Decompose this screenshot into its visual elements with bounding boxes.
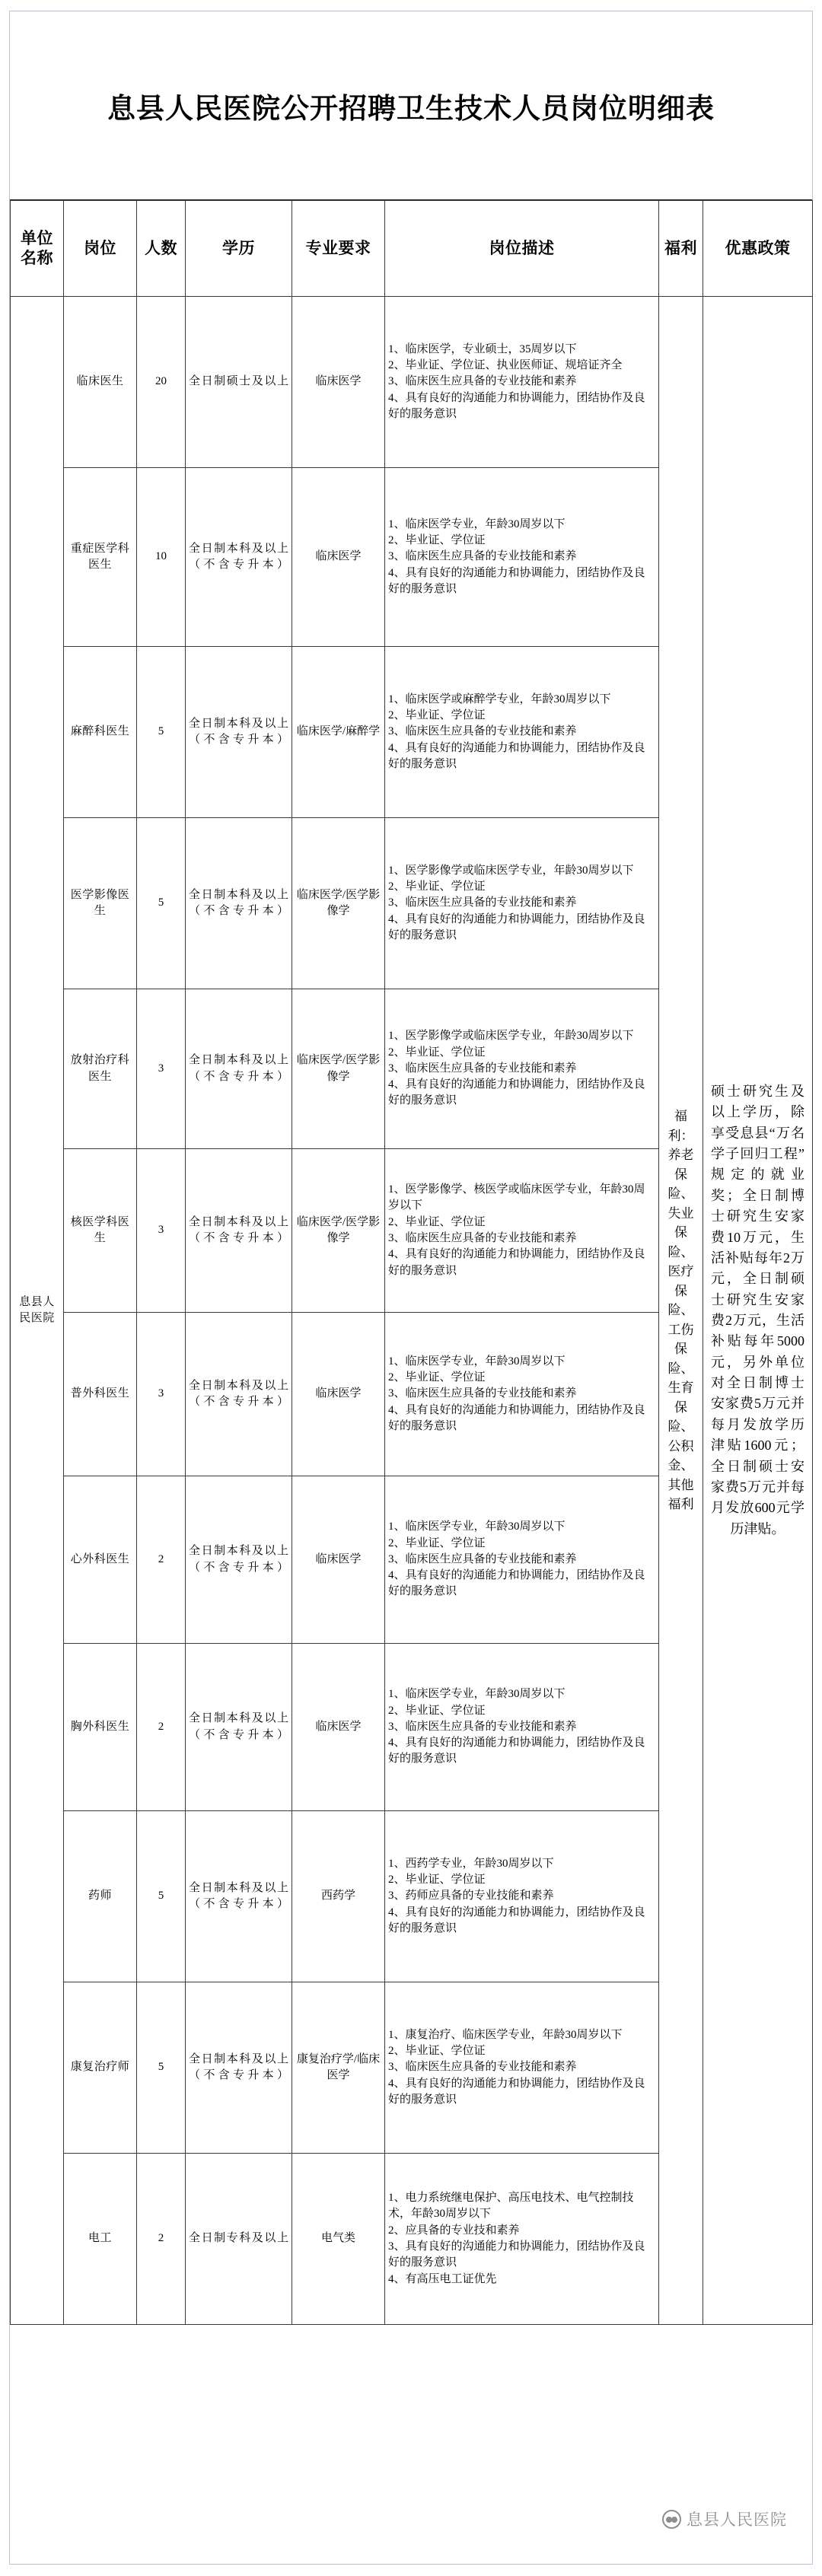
column-header-description: 岗位描述 — [385, 201, 659, 297]
cell-education: 全日制本科及以上（不含专升本） — [186, 989, 292, 1149]
description-line: 1、医学影像学或临床医学专业，年龄30周岁以下 — [388, 1030, 634, 1043]
cell-post: 医学影像医生 — [64, 818, 137, 989]
cell-count: 2 — [137, 1644, 186, 1811]
column-header-post: 岗位 — [64, 201, 137, 297]
cell-post: 康复治疗师 — [64, 1982, 137, 2154]
column-header-unit: 单位名称 — [11, 201, 64, 297]
cell-count: 10 — [137, 468, 186, 647]
cell-education: 全日制本科及以上（不含专升本） — [186, 1149, 292, 1313]
cell-description — [385, 989, 659, 1149]
description-line: 2、毕业证、学位证 — [388, 534, 486, 547]
recruitment-table — [10, 200, 813, 2325]
description-line: 4、具有良好的沟通能力和协调能力，团结协作及良好的服务意识 — [388, 2077, 645, 2106]
description-line: 1、临床医学专业，年龄30周岁以下 — [388, 1355, 566, 1368]
description-line: 4、具有良好的沟通能力和协调能力，团结协作及良好的服务意识 — [388, 741, 645, 770]
description-line: 3、临床医生应具备的专业技能和素养 — [388, 896, 577, 909]
description-line: 2、毕业证、学位证 — [388, 709, 486, 722]
description-line: 3、临床医生应具备的专业技能和素养 — [388, 1232, 577, 1244]
description-line: 1、临床医学，专业硕士，35周岁以下 — [388, 342, 577, 355]
cell-major: 临床医学/医学影像学 — [292, 818, 385, 989]
description-line: 1、医学影像学、核医学或临床医学专业，年龄30周岁以下 — [388, 1183, 645, 1212]
page-title: 息县人民医院公开招聘卫生技术人员岗位明细表 — [107, 93, 715, 125]
cell-education: 全日制本科及以上（不含专升本） — [186, 647, 292, 818]
cell-count: 5 — [137, 647, 186, 818]
title-band — [10, 11, 812, 200]
column-header-education: 学历 — [186, 201, 292, 297]
column-header-policy: 优惠政策 — [703, 201, 813, 297]
cell-post: 放射治疗科医生 — [64, 989, 137, 1149]
cell-education: 全日制本科及以上（不含专升本） — [186, 818, 292, 989]
cell-major: 西药学 — [292, 1811, 385, 1982]
description-line: 4、具有良好的沟通能力和协调能力，团结协作及良好的服务意识 — [388, 1569, 645, 1598]
description-line: 2、毕业证、学位证、执业医师证、规培证齐全 — [388, 359, 623, 372]
cell-major: 临床医学/麻醉学 — [292, 647, 385, 818]
cell-major: 临床医学 — [292, 468, 385, 647]
cell-post: 药师 — [64, 1811, 137, 1982]
cell-count: 20 — [137, 297, 186, 468]
cell-post: 普外科医生 — [64, 1313, 137, 1476]
cell-post: 麻醉科医生 — [64, 647, 137, 818]
description-line: 4、具有良好的沟通能力和协调能力，团结协作及良好的服务意识 — [388, 912, 645, 941]
description-line: 2、毕业证、学位证 — [388, 1371, 486, 1384]
description-line: 4、具有良好的沟通能力和协调能力，团结协作及良好的服务意识 — [388, 1078, 645, 1107]
description-line: 2、毕业证、学位证 — [388, 2045, 486, 2058]
cell-education: 全日制本科及以上（不含专升本） — [186, 1811, 292, 1982]
cell-description — [385, 1982, 659, 2154]
cell-major: 临床医学 — [292, 1313, 385, 1476]
cell-post: 临床医生 — [64, 297, 137, 468]
description-line: 3、临床医生应具备的专业技能和素养 — [388, 725, 577, 738]
description-line: 1、康复治疗、临床医学专业，年龄30周岁以下 — [388, 2028, 623, 2041]
cell-count: 3 — [137, 989, 186, 1149]
description-line: 2、毕业证、学位证 — [388, 1215, 486, 1228]
cell-description — [385, 297, 659, 468]
cell-description — [385, 647, 659, 818]
cell-count: 3 — [137, 1313, 186, 1476]
cell-count: 5 — [137, 1982, 186, 2154]
cell-post: 核医学科医生 — [64, 1149, 137, 1313]
description-line: 1、临床医学专业，年龄30周岁以下 — [388, 1688, 566, 1701]
cell-description — [385, 1149, 659, 1313]
description-line: 4、具有良好的沟通能力和协调能力，团结协作及良好的服务意识 — [388, 1737, 645, 1766]
cell-major: 临床医学/医学影像学 — [292, 1149, 385, 1313]
cell-major: 临床医学 — [292, 1476, 385, 1644]
description-line: 3、具有良好的沟通能力和协调能力，团结协作及良好的服务意识 — [388, 2240, 645, 2269]
description-line: 2、应具备的专业技和素养 — [388, 2224, 520, 2237]
cell-education: 全日制本科及以上（不含专升本） — [186, 1982, 292, 2154]
cell-education: 全日制本科及以上（不含专升本） — [186, 1644, 292, 1811]
cell-major: 临床医学/医学影像学 — [292, 989, 385, 1149]
cell-description — [385, 2154, 659, 2325]
description-line: 3、临床医生应具备的专业技能和素养 — [388, 2061, 577, 2074]
cell-count: 2 — [137, 1476, 186, 1644]
description-line: 4、具有良好的沟通能力和协调能力，团结协作及良好的服务意识 — [388, 1403, 645, 1432]
description-line: 3、临床医生应具备的专业技能和素养 — [388, 375, 577, 388]
cell-post: 胸外科医生 — [64, 1644, 137, 1811]
cell-education: 全日制本科及以上（不含专升本） — [186, 1476, 292, 1644]
description-line: 4、有高压电工证优先 — [388, 2272, 497, 2285]
description-line: 4、具有良好的沟通能力和协调能力，团结协作及良好的服务意识 — [388, 1906, 645, 1934]
description-line: 3、临床医生应具备的专业技能和素养 — [388, 1720, 577, 1733]
cell-count: 5 — [137, 1811, 186, 1982]
description-line: 3、药师应具备的专业技能和素养 — [388, 1890, 554, 1903]
description-line: 1、医学影像学或临床医学专业，年龄30周岁以下 — [388, 864, 634, 877]
policy-text: 硕士研究生及以上学历，除享受息县“万名学子回归工程”规定的就业奖；全日制博士研究生安家费10万元，生活补贴每年2万元，全日制硕士研究生安家费2万元，生活补贴每年5000元，另外单位对全日制博士安家费5万元并每月发放学历津贴1600元；全日制硕士安家费5万元并每月发放600元学历津贴。 — [711, 1084, 804, 1536]
description-line: 4、具有良好的沟通能力和协调能力，团结协作及良好的服务意识 — [388, 391, 645, 420]
description-line: 4、具有良好的沟通能力和协调能力，团结协作及良好的服务意识 — [388, 566, 645, 595]
description-line: 1、西药学专业，年龄30周岁以下 — [388, 1857, 554, 1870]
description-line: 1、临床医学专业，年龄30周岁以下 — [388, 517, 566, 530]
cell-post: 重症医学科医生 — [64, 468, 137, 647]
cell-major: 康复治疗学/临床医学 — [292, 1982, 385, 2154]
cell-major: 临床医学 — [292, 297, 385, 468]
column-header-major: 专业要求 — [292, 201, 385, 297]
description-line: 2、毕业证、学位证 — [388, 1874, 486, 1887]
description-line: 4、具有良好的沟通能力和协调能力，团结协作及良好的服务意识 — [388, 1248, 645, 1277]
cell-description — [385, 818, 659, 989]
cell-description — [385, 1644, 659, 1811]
column-header-count: 人数 — [137, 201, 186, 297]
description-line: 2、毕业证、学位证 — [388, 1536, 486, 1549]
cell-major: 电气类 — [292, 2154, 385, 2325]
cell-policy — [703, 297, 813, 2325]
cell-education: 全日制本科及以上（不含专升本） — [186, 1313, 292, 1476]
table-header-row — [11, 201, 813, 297]
cell-description — [385, 1811, 659, 1982]
watermark-label: 息县人民医院 — [687, 2511, 787, 2529]
description-line: 3、临床医生应具备的专业技能和素养 — [388, 1062, 577, 1075]
cell-major: 临床医学 — [292, 1644, 385, 1811]
description-line: 2、毕业证、学位证 — [388, 880, 486, 893]
cell-post: 心外科医生 — [64, 1476, 137, 1644]
cell-count: 3 — [137, 1149, 186, 1313]
cell-count: 5 — [137, 818, 186, 989]
cell-benefits — [659, 297, 703, 2325]
cell-education: 全日制专科及以上 — [186, 2154, 292, 2325]
column-header-benefits: 福利 — [659, 201, 703, 297]
description-line: 1、电力系统继电保护、高压电技术、电气控制技术，年龄30周岁以下 — [388, 2192, 634, 2221]
benefits-text: 福利：养老保险、失业保险、医疗保险、工伤保险、生育保险、公积金、其他福利 — [667, 1109, 694, 1512]
cell-post: 电工 — [64, 2154, 137, 2325]
cell-count: 2 — [137, 2154, 186, 2325]
description-line: 3、临床医生应具备的专业技能和素养 — [388, 550, 577, 563]
cell-description — [385, 1476, 659, 1644]
cell-education: 全日制硕士及以上 — [186, 297, 292, 468]
table-row — [11, 297, 813, 468]
description-line: 2、毕业证、学位证 — [388, 1046, 486, 1059]
description-line: 2、毕业证、学位证 — [388, 1704, 486, 1717]
cell-unit-name: 息县人民医院 — [11, 297, 64, 2325]
cell-description — [385, 468, 659, 647]
description-line: 1、临床医学或麻醉学专业，年龄30周岁以下 — [388, 693, 611, 705]
cell-description — [385, 1313, 659, 1476]
description-line: 1、临床医学专业，年龄30周岁以下 — [388, 1520, 566, 1533]
description-line: 3、临床医生应具备的专业技能和素养 — [388, 1387, 577, 1400]
description-line: 3、临床医生应具备的专业技能和素养 — [388, 1552, 577, 1565]
cell-education: 全日制本科及以上（不含专升本） — [186, 468, 292, 647]
